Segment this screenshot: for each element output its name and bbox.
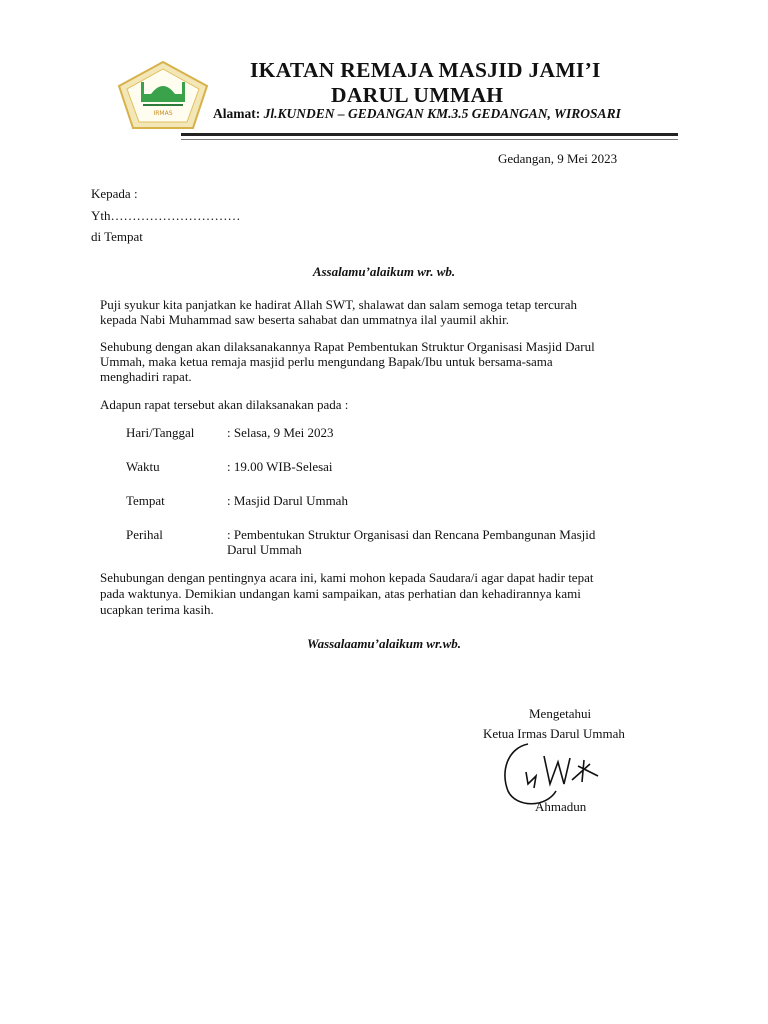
recipient-yth: Yth………………………… — [91, 208, 241, 223]
organization-address — [213, 106, 621, 122]
signature-title: Ketua Irmas Darul Ummah — [483, 726, 625, 741]
logo-caption: IRMAS — [153, 110, 173, 117]
paragraph-2-line-3: menghadiri rapat. — [100, 369, 192, 384]
paragraph-3: Adapun rapat tersebut akan dilaksanakan pada : — [100, 397, 349, 412]
detail-time-value: : 19.00 WIB-Selesai — [227, 459, 333, 474]
address-value: Jl.KUNDEN – GEDANGAN KM.3.5 GEDANGAN, WIROSARI — [263, 106, 621, 121]
signature-acknowledged: Mengetahui — [529, 706, 592, 721]
header-divider-thin — [181, 139, 678, 140]
paragraph-2-line-2: Ummah, maka ketua remaja masjid perlu mengundang Bapak/Ibu untuk bersama-sama — [100, 354, 553, 369]
signatory-name: Ahmadun — [535, 799, 587, 814]
address-label: Alamat: — [213, 106, 261, 121]
detail-day-label: Hari/Tanggal — [126, 425, 195, 440]
closing-greeting: Wassalaamu’alaikum wr.wb. — [307, 636, 461, 651]
organization-logo — [117, 60, 209, 130]
detail-day-value: : Selasa, 9 Mei 2023 — [227, 425, 334, 440]
paragraph-2-line-1: Sehubung dengan akan dilaksanakannya Rapat Pembentukan Struktur Organisasi Masjid Darul — [100, 339, 595, 354]
recipient-place: di Tempat — [91, 229, 143, 244]
organization-name-line2: DARUL UMMAH — [331, 83, 504, 107]
paragraph-1-line-2: kepada Nabi Muhammad saw beserta sahabat dan ummatnya ilal yaumil akhir. — [100, 312, 510, 327]
detail-subject-value-line-2: Darul Ummah — [227, 542, 302, 557]
header-divider-thick — [181, 133, 678, 136]
detail-subject-value-line-1: : Pembentukan Struktur Organisasi dan Rencana Pembangunan Masjid — [227, 527, 596, 542]
paragraph-4-line-3: ucapkan terima kasih. — [100, 602, 214, 617]
place-date: Gedangan, 9 Mei 2023 — [498, 151, 618, 166]
opening-greeting: Assalamu’alaikum wr. wb. — [312, 264, 456, 279]
paragraph-4-line-2: pada waktunya. Demikian undangan kami sampaikan, atas perhatian dan kehadirannya kami — [100, 586, 581, 601]
detail-time-label: Waktu — [126, 459, 160, 474]
organization-name-line1: IKATAN REMAJA MASJID JAMI’I — [250, 58, 601, 82]
detail-place-label: Tempat — [126, 493, 165, 508]
detail-place-value: : Masjid Darul Ummah — [227, 493, 348, 508]
detail-subject-label: Perihal — [126, 527, 163, 542]
paragraph-1-line-1: Puji syukur kita panjatkan ke hadirat Allah SWT, shalawat dan salam semoga tetap tercurah — [100, 297, 578, 312]
paragraph-4-line-1: Sehubungan dengan pentingnya acara ini, kami mohon kepada Saudara/i agar dapat hadir tepat — [100, 570, 594, 585]
recipient-label: Kepada : — [91, 186, 138, 201]
